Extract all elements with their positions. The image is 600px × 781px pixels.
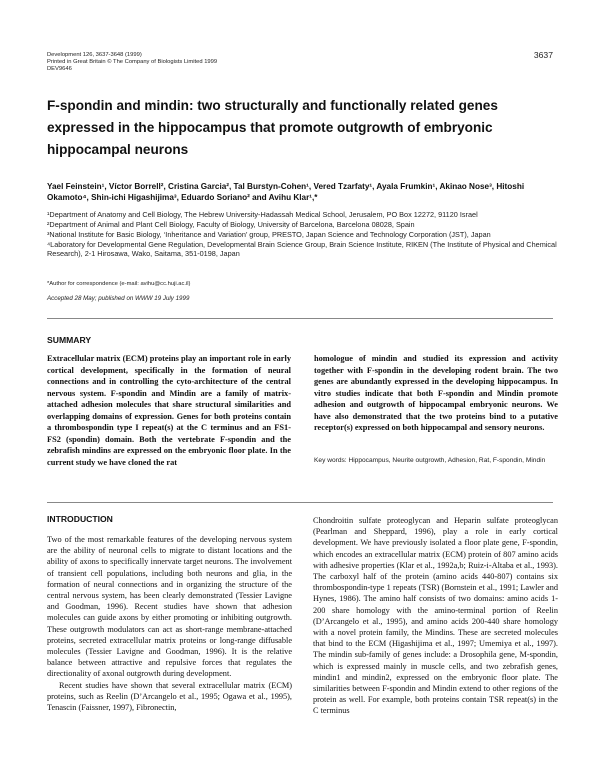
summary-text-left: Extracellular matrix (ECM) proteins play an important role in early cortical development, specifically in the formation of neural connections and in controlling the cyto-architecture of the central nervous system. F-spondin and Mindin are a family of matrix-attached adhesion molecules that share structural similarities and overlapping domains of expression. Genes for both proteins contain a thrombospondin type I repeat(s) at the C terminus and an FS1-FS2 (spondin) domain. Both the vertebrate F-spondin and the zebrafish mindins are expressed on the embryonic floor plate. In the current study we have cloned the rat xyxy=(47,354,291,467)
summary-text-right: homologue of mindin and studied its expression and activity together with F-spondin in the developing rodent brain. The two genes are abundantly expressed in the developing hippocampus. In vitro studies indicate that both F-spondin and Mindin promote adhesion and outgrowth of hippocampal embryonic neurons. We have also demonstrated that the two proteins bind to a putative receptor(s) expressed on both hippocampal and sensory neurons. xyxy=(314,354,558,432)
introduction-heading: INTRODUCTION xyxy=(47,514,113,524)
affiliation-4: ⁴Laboratory for Developmental Gene Regulation, Developmental Brain Science Group, Brain Science Institute, RIKEN (The Institute of Physical and Chemical Research), 2-1 Hirosawa, Wako, Saitama, 351-0198, Japan xyxy=(47,239,557,258)
author-list: Yael Feinstein¹, Víctor Borrell², Cristina Garcia², Tal Burstyn-Cohen¹, Vered Tzarfaty¹, Ayala Frumkin¹, Akinao Nose³, Hitoshi Okamoto⁴, Shin-ichi Higashijima³, Eduardo Soriano² and Avihu Klar¹,* xyxy=(47,182,525,202)
intro-column-left xyxy=(47,534,292,713)
intro-paragraph-2: Recent studies have shown that several extracellular matrix (ECM) proteins, such as Reelin (D’Arcangelo et al., 1995; Ogawa et al., 1995), Tenascin (Faissner, 1997), Fibronectin, xyxy=(47,680,292,713)
printed-line: Printed in Great Britain © The Company of Biologists Limited 1999 xyxy=(47,59,218,66)
journal-meta xyxy=(47,52,217,74)
accepted-date: Accepted 28 May; published on WWW 19 July 1999 xyxy=(47,295,190,302)
divider-middle xyxy=(47,502,553,503)
intro-paragraph-3: Chondroitin sulfate proteoglycan and Heparin sulfate proteoglycan (Pearlman and Sheppard, 1996), play a role in early cortical development. We have previously isolated a floor plate gene, F-spondin, which encodes an extracellular matrix (ECM) protein of 807 amino acids with adhesive properties (Klar et al., 1992a,b; Ruiz-i-Altaba et al., 1993). The carboxyl half of the protein (amino acids 440-807) contains six thrombospondin-type 1 repeats (TSR) (Bornstein et al., 1991; Lawler and Hynes, 1986). The amino half consists of two domains: amino acids 1-200 share homology with the amino-terminal portion of Reelin (D’Arcangelo et al., 1995), and amino acids 200-440 share homology with a novel protein family, the Mindins. These are secreted molecules that bind to the ECM (Higashijima et al., 1997; Umemiya et al., 1997). The mindin sub-family of genes include: a Drosophila gene, M-spondin, which is expressed mainly in muscle cells, and two zebrafish genes, mindin1 and mindin2, expressed on the embryonic floor plate. The similarities between F-spondin and Mindin extend to other regions of the protein as well. For example, both proteins contain TSR repeat(s) in the C terminus xyxy=(313,516,558,716)
page-number: 3637 xyxy=(533,50,553,60)
intro-paragraph-1: Two of the most remarkable features of the developing nervous system are the ability of neuronal cells to migrate to distant locations and the ability of axons to specifically innervate target neurons. The involvement of transient cell populations, including both neurons and glia, in the formation of neural connections and in organizing the structure of the central nervous system, has been clearly demonstrated (Tessier Lavigne and Goodman, 1996). Recent studies have shown that adhesion molecules can guide axons by either promoting or inhibiting outgrowth. These outgrowth modulators can act as short-range membrane-attached proteins, secreted extracellular matrix proteins or long-range diffusable molecules (Tessier Lavigne and Goodman, 1996). It is the relative balance between attractive and repulsive forces that regulates the directionality of axonal outgrowth during development. xyxy=(47,535,292,679)
affiliation-1: ¹Department of Anatomy and Cell Biology, The Hebrew University-Hadassah Medical School, Jerusalem, PO Box 12272, 91120 Israel xyxy=(47,210,478,219)
journal-line: Development 126, 3637-3648 (1999) xyxy=(47,52,142,58)
intro-column-right xyxy=(313,515,558,717)
divider-top xyxy=(47,318,553,319)
correspondence-note: *Author for correspondence (e-mail: avihu@cc.huji.ac.il) xyxy=(47,281,191,287)
paper-title: F-spondin and mindin: two structurally and functionally related genes expressed in the hippocampus that promote outgrowth of embryonic hippocampal neurons xyxy=(47,98,498,157)
affiliation-2: ²Department of Animal and Plant Cell Biology, Faculty of Biology, University of Barcelona, Barcelona 08028, Spain xyxy=(47,219,415,229)
doc-id: DEV9646 xyxy=(47,66,72,73)
affiliations xyxy=(47,211,567,260)
keywords: Key words: Hippocampus, Neurite outgrowth, Adhesion, Rat, F-spondin, Mindin xyxy=(314,457,546,464)
affiliation-3: ³National Institute for Basic Biology, ‘Inheritance and Variation’ group, PRESTO, Japan Science and Technology Corporation (JST), Japan xyxy=(47,229,491,239)
summary-heading: SUMMARY xyxy=(47,335,92,345)
